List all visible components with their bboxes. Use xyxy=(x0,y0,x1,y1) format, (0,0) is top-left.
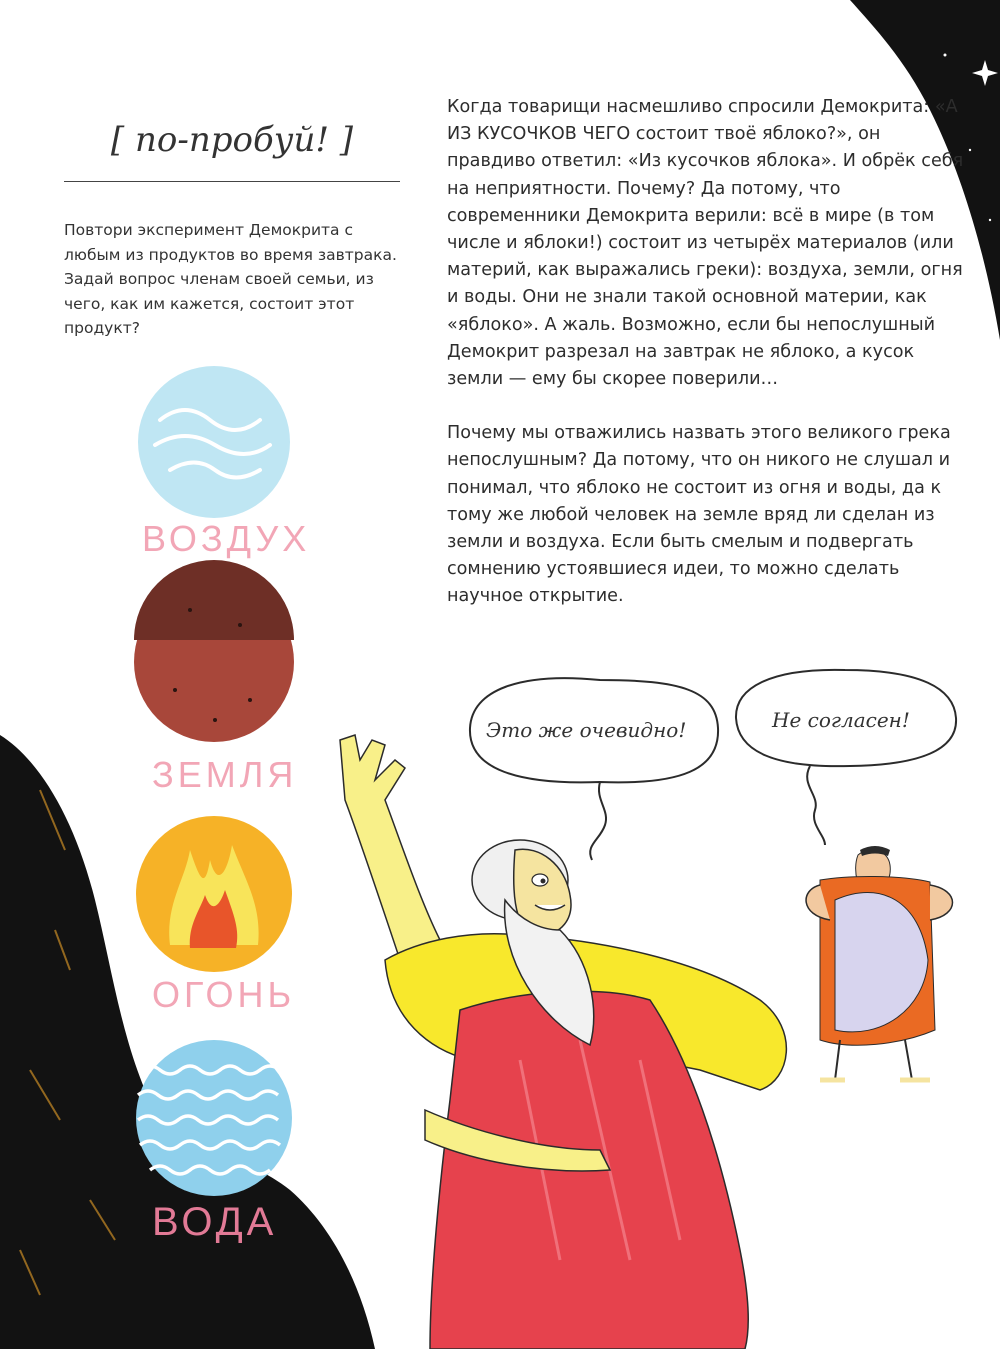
speech-bubble-democritus xyxy=(470,678,718,860)
label-air: ВОЗДУХ xyxy=(142,518,311,559)
water-circle xyxy=(136,1040,292,1196)
try-instructions: Повтори эксперимент Демокрита с любым из продуктов во время завтрака. Задай вопрос членам своей семьи, из чего, как им кажется, состоит этот продукт? xyxy=(64,221,397,338)
earth-circle xyxy=(134,560,294,742)
paragraph-2: Почему мы отважились назвать этого великого грека непослушным? Да потому, что он никого не слушал и понимал, что яблоко не состоит из огня и воды, да к тому же любой человек на земле вряд ли сделан из земли и воздуха. Если быть смелым и подвергать сомнению устоявшиеся идеи, то можно сделать научное открытие. xyxy=(447,423,951,607)
speech-opponent-text: Не согласен! xyxy=(772,708,910,732)
opponent-figure xyxy=(806,846,952,1080)
air-circle xyxy=(138,366,290,518)
main-text xyxy=(447,94,967,638)
fire-circle xyxy=(136,816,292,972)
label-earth: ЗЕМЛЯ xyxy=(152,754,298,795)
paragraph-1: Когда товарищи насмешливо спросили Демокрита: «А ИЗ КУСОЧКОВ ЧЕГО состоит твоё яблоко?», он правдиво ответил: «Из кусочков яблока». И обрёк себя на неприятности. Почему? Да потому, что современники Демокрита верили: всё в мире (в том числе и яблоки!) состоит из четырёх материалов (или материй, как выражались греки): воздуха, земли, огня и воды. Они не знали такой основной материи, как «яблоко». А жаль. Возможно, если бы непослушный Демокрит разрезал на завтрак не яблоко, а кусок земли — ему бы скорее поверили… xyxy=(447,97,964,390)
democritus-figure xyxy=(340,735,786,1349)
label-fire: ОГОНЬ xyxy=(152,974,296,1015)
try-heading: [ по-пробуй! ] xyxy=(110,120,354,160)
speech-bubble-opponent xyxy=(736,670,956,845)
label-water: ВОДА xyxy=(152,1200,278,1244)
speech-democritus-text: Это же очевидно! xyxy=(486,718,687,742)
heading-divider xyxy=(64,181,400,182)
